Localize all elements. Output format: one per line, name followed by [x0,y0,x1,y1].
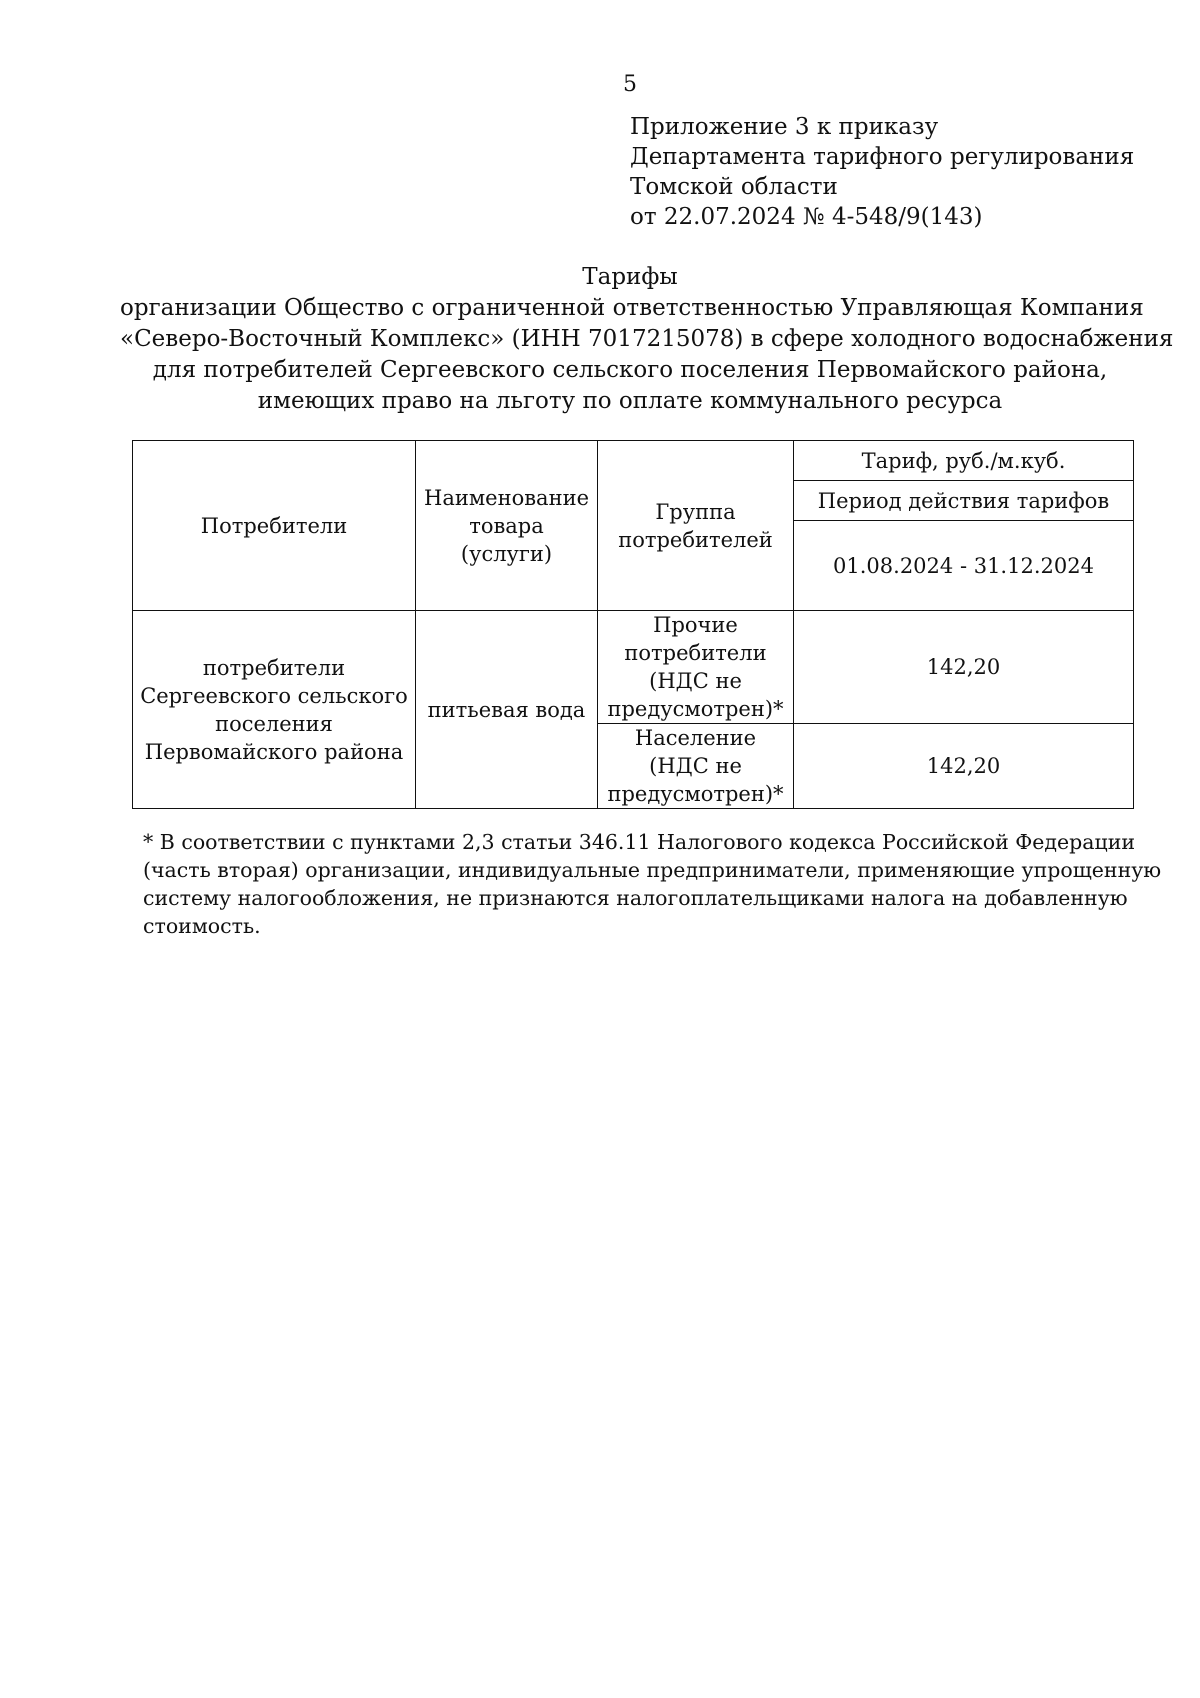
group-line: предусмотрен)* [607,782,784,806]
product-value: питьевая вода [427,697,586,722]
header-consumers-label: Потребители [200,513,348,538]
table-row [133,611,1134,724]
header-tariff-label: Тариф, руб./м.куб. [861,448,1066,473]
title-line: имеющих право на льготу по оплате коммунального ресурса [257,388,1003,414]
footnote-line: * В соответствии с пунктами 2,3 статьи 346.11 Налогового кодекса Российской Федерации [143,830,1136,854]
document-title [120,262,1174,417]
footnote-line: (часть вторая) организации, индивидуальные предприниматели, применяющие упрощенную [143,858,1162,882]
product-cell [416,611,598,809]
consumer-line: поселения [215,711,333,736]
header-product [416,441,598,611]
consumer-line: Сергеевского сельского [140,683,408,708]
header-group-line: Группа [655,499,736,524]
header-product-line: товара (услуги) [460,513,553,566]
group-line: (НДС не [649,669,742,693]
tariff-value: 142,20 [926,754,1001,778]
consumer-cell [133,611,416,809]
title-heading: Тарифы [582,264,678,290]
footnote-line: систему налогообложения, не признаются налогоплательщиками налога на добавленную [143,886,1128,910]
tariff-value-cell [794,724,1134,809]
group-line: предусмотрен)* [607,697,784,721]
header-group [598,441,794,611]
header-period [794,521,1134,611]
title-line: организации Общество с ограниченной ответственностью Управляющая Компания [120,295,1144,321]
header-tariff [794,441,1134,481]
appendix-line: Приложение 3 к приказу [630,114,939,140]
title-line: для потребителей Сергеевского сельского поселения Первомайского района, [152,357,1108,383]
consumer-line: Первомайского района [144,739,404,764]
tariff-value-cell [794,611,1134,724]
tariff-table [132,440,1134,809]
header-period-label [794,481,1134,521]
header-consumers [133,441,416,611]
appendix-reference [630,112,1170,232]
consumer-line: потребители [202,655,346,680]
appendix-line: Департамента тарифного регулирования [630,144,1135,170]
group-line: потребители [624,641,767,665]
table-header-row [133,441,1134,481]
page-number: 5 [623,72,637,97]
group-line: Прочие [653,613,738,637]
header-period-value: 01.08.2024 - 31.12.2024 [833,553,1094,578]
group-cell [598,724,794,809]
group-line: (НДС не [649,754,742,778]
tariff-value: 142,20 [926,655,1001,679]
header-period-label-text: Период действия тарифов [817,488,1110,513]
title-line: «Северо-Восточный Комплекс» (ИНН 7017215078) в сфере холодного водоснабжения [120,326,1174,352]
footnote [143,828,1162,940]
appendix-line: от 22.07.2024 № 4-548/9(143) [630,204,983,230]
header-group-line: потребителей [618,527,773,552]
footnote-line: стоимость. [143,914,261,938]
header-product-line: Наименование [424,485,589,510]
group-line: Население [634,726,757,750]
group-cell [598,611,794,724]
appendix-line: Томской области [630,174,838,200]
